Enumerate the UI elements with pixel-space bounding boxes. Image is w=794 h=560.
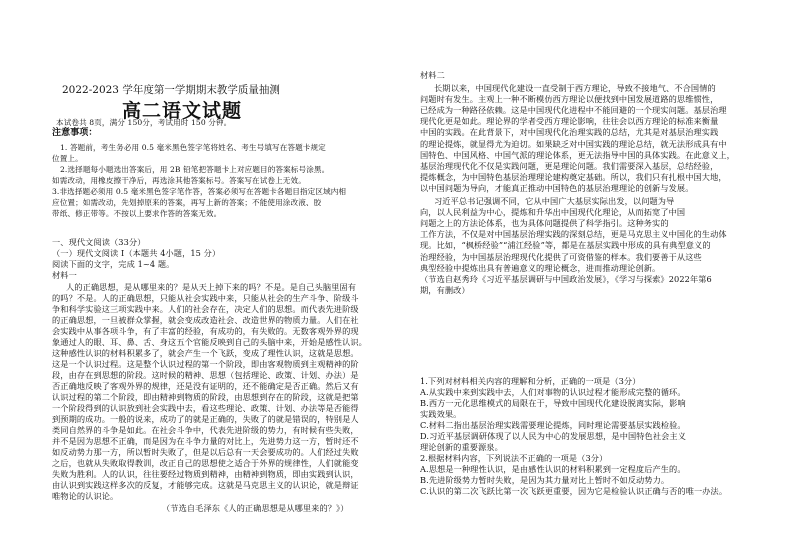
- text-line: 理论创新的重要源泉。: [420, 442, 503, 452]
- text-line: 提炼概念，为中国特色基层治理理论建构奠定基础。所以，我们只有扎根中国大地，: [420, 171, 727, 182]
- text-line: 失败为胜利。人的认识，往往要经过物质到精神，由精神到物质，即由实践到认识，: [52, 469, 359, 479]
- text-line: B.先进阶级势力暂时失败，是因为其力量对比上暂时不如反动势力。: [420, 475, 670, 485]
- note-line: 如需改动，用橡皮擦干净后，再选涂其他答案标号。答案写在试卷上无效。: [52, 176, 306, 185]
- text-line: （节选自赵秀玲《习近平基层调研与中国政治发展》，《学习与探索》2022年第6: [420, 273, 712, 284]
- text-line: 国特色、中国风格、中国气派的理论体系，更无法指导中国的具体实践。在此意义上，: [420, 149, 735, 160]
- text-line: B.西方一元化思维模式的局限在于，导致中国现代化建设脱离实际，影响: [420, 398, 686, 408]
- text-line: 否正确地反映了客观外界的规律，还是没有证明的，还不能确定是否正确。然后又有: [52, 381, 359, 391]
- exam-year-title: 2022-2023 学年度第一学期期末教学质量抽测: [62, 84, 280, 96]
- text-line: 问题时有发生。主观上一种不断模仿西方理论以便找到中国发展道路的思维惯性，: [420, 94, 719, 105]
- text-line: 段，由存在到思想的阶段。这时候的精神、思想（包括理论、政策、计划、办法）是: [52, 370, 359, 380]
- text-line: 之后，也就从失败取得教训，改正自己的思想使之适合于外界的规律性，人们就能变: [52, 458, 359, 468]
- left-column: [52, 0, 424, 560]
- text-line: 工作方法，不仅是对中国基层治理实践的深刻总结，更是马克思主义中国化的生动体: [420, 229, 727, 240]
- exam-subject-title: 高二语文试题: [122, 100, 243, 122]
- text-line: 这种感性认识的材料积累多了，就会产生一个飞跃，变成了理性认识，这就是思想。: [52, 348, 359, 358]
- material1-title: 材料一: [52, 270, 77, 280]
- note-line: 应位置；如需改动，先划掉原来的答案，再写上新的答案；不能使用涂改液、胶: [52, 198, 322, 207]
- text-line: D.习近平基层调研体现了以人民为中心的发展思想，是中国特色社会主义: [420, 431, 686, 441]
- text-line: C.材料二指出基层治理实践需要理论提炼，同时理论需要基层实践检验。: [420, 420, 686, 430]
- text-line: 长期以来，中国现代化建设一直受制于西方理论，导致不接地气、不合国情的: [434, 83, 716, 93]
- text-line: 这是一个认识过程。这是整个认识过程的第一个阶段，即由客观物质到主观精神的阶: [52, 359, 359, 369]
- material2-title: 材料二: [420, 70, 445, 80]
- text-line: 实践效果。: [420, 409, 462, 419]
- text-line: 现。比如，“枫桥经验”“浦江经验”等，都是在基层实践中形成的具有典型意义的: [420, 240, 711, 251]
- section-heading: 一、现代文阅读（33分）: [52, 237, 146, 247]
- text-line: 基层治理现代化不仅是实践问题，更是理论问题。我们需要深入基层，总结经验，: [420, 160, 719, 171]
- text-line: 的吗？不是。人的正确思想，只能从社会实践中来，只能从社会的生产斗争、阶级斗: [52, 293, 359, 303]
- text-line: A.思想是一种理性认识，是由感性认识的材料积累到一定程度后产生的。: [420, 464, 686, 474]
- note-line: 位置上。: [52, 154, 83, 163]
- note-line: 3.非选择题必须用 0.5 毫米黑色签字笔作答，答案必须写在答题卡各题目指定区域内相: [52, 187, 347, 196]
- text-line: 已经成为一种路径依赖。这是中国现代化进程中不能回避的一个现实问题。基层治理: [420, 105, 727, 116]
- text-line: 唯物论的认识论。: [52, 491, 119, 501]
- note-line: 带纸、修正带等。不按以上要求作答的答案无效。: [52, 209, 222, 218]
- text-line: 到预期的成功。一般的说来，成功了的就是正确的，失败了的就是错误的，特别是人: [52, 414, 359, 424]
- text-line: 现代化更是如此。理论界的学者受西方理论影响，往往会以西方理论的标准来衡量: [420, 116, 719, 127]
- question-2: 2.根据材料内容，下列说法不正确的一项是（3分）: [420, 453, 608, 463]
- text-line: 的理论提炼，就显得尤为迫切。如果缺乏对中国实践的理论总结，就无法形成具有中: [420, 138, 727, 149]
- text-line: 的正确思想，一旦被群众掌握，就会变成改造社会、改造世界的物质力量。人们在社: [52, 315, 359, 325]
- note-line: 2.选择题每小题选出答案后，用 2B 铅笔把答题卡上对应题目的答案标号涂黑。: [60, 165, 330, 174]
- text-line: C.认识的第二次飞跃比第一次飞跃更重要，因为它是检验认识正确与否的唯一办法。: [420, 486, 728, 496]
- subsection-heading: （一）现代文阅读 I（本题共 4小题，15 分）: [52, 248, 221, 258]
- exam-info: 本试卷共 8页，满分 150分，考试用时 150 分钟。: [56, 118, 232, 127]
- text-line: 中国的实践。在此背景下，对中国现代化治理实践的总结，尤其是对基层治理实践: [420, 127, 719, 138]
- text-line: 典型经验中提炼出具有普遍意义的理论概念，进而推动理论创新。: [420, 262, 661, 273]
- text-line: 向，以人民利益为中心，提炼和升华出中国现代化理论，从而拓宽了中国: [420, 207, 686, 218]
- text-line: 认识过程的第二个阶段，即由精神到物质的阶段，由思想到存在的阶段，这就是把第: [52, 392, 359, 402]
- text-line: 期，有删改）: [420, 284, 470, 295]
- text-line: 习近平总书记强调不同，它从中国广大基层实际出发，以问题为导: [434, 196, 675, 206]
- text-line: 以中国问题为导向，才能真正推动中国特色的基层治理理论的创新与发展。: [420, 182, 694, 193]
- text-line: 会实践中从事各项斗争，有了丰富的经验，有成功的，有失败的。无数客观外界的现: [52, 326, 359, 336]
- text-line: 并不是因为思想不正确，而是因为在斗争力量的对比上，先进势力这一方，暂时还不: [52, 436, 359, 446]
- text-line: 由认识到实践这样多次的反复，才能够完成。这就是马克思主义的认识论，就是辩证: [52, 480, 359, 490]
- right-column: [420, 0, 758, 560]
- text-line: 如反动势力那一方，所以暂时失败了，但是以后总有一天会要成功的。人们经过失败: [52, 447, 359, 457]
- text-line: 治理经验，为中国基层治理现代化提供了可资借鉴的样本。我们要善于从这些: [420, 251, 702, 262]
- instruction: 阅读下面的文字，完成 1~4 题。: [52, 259, 175, 269]
- text-line: 问题之上的方法论体系，也为具体问题提供了科学指引。这种务实的: [420, 218, 669, 229]
- note-line: 1. 答题前，考生务必用 0.5 毫米黑色签字笔将姓名、考生号填写在答题卡规定: [60, 143, 326, 152]
- text-line: 人的正确思想，是从哪里来的？是从天上掉下来的吗？不是。是自己头脑里固有: [66, 282, 357, 292]
- text-line: A.从实践中来到实践中去，人们对事物的认识过程才能形成完整的循环。: [420, 387, 686, 397]
- notes-title: 注意事项：: [52, 128, 98, 138]
- text-line: 类同自然界的斗争是如此。在社会斗争中，代表先进阶级的势力，有时候有些失败，: [52, 425, 359, 435]
- material1-source: （节选自毛泽东《人的正确思想是从哪里来的？》）: [162, 503, 349, 513]
- text-line: 象通过人的眼、耳、鼻、舌、身这五个官能反映到自己的头脑中来，开始是感性认识。: [52, 337, 367, 347]
- text-line: 一个阶段得到的认识放到社会实践中去，看这些理论、政策、计划、办法等是否能得: [52, 403, 359, 413]
- text-line: 争和科学实验这三项实践中来。人们的社会存在，决定人们的思想。而代表先进阶级: [52, 304, 359, 314]
- question-1: 1.下列对材料相关内容的理解和分析，正确的一项是（3分）: [420, 376, 641, 386]
